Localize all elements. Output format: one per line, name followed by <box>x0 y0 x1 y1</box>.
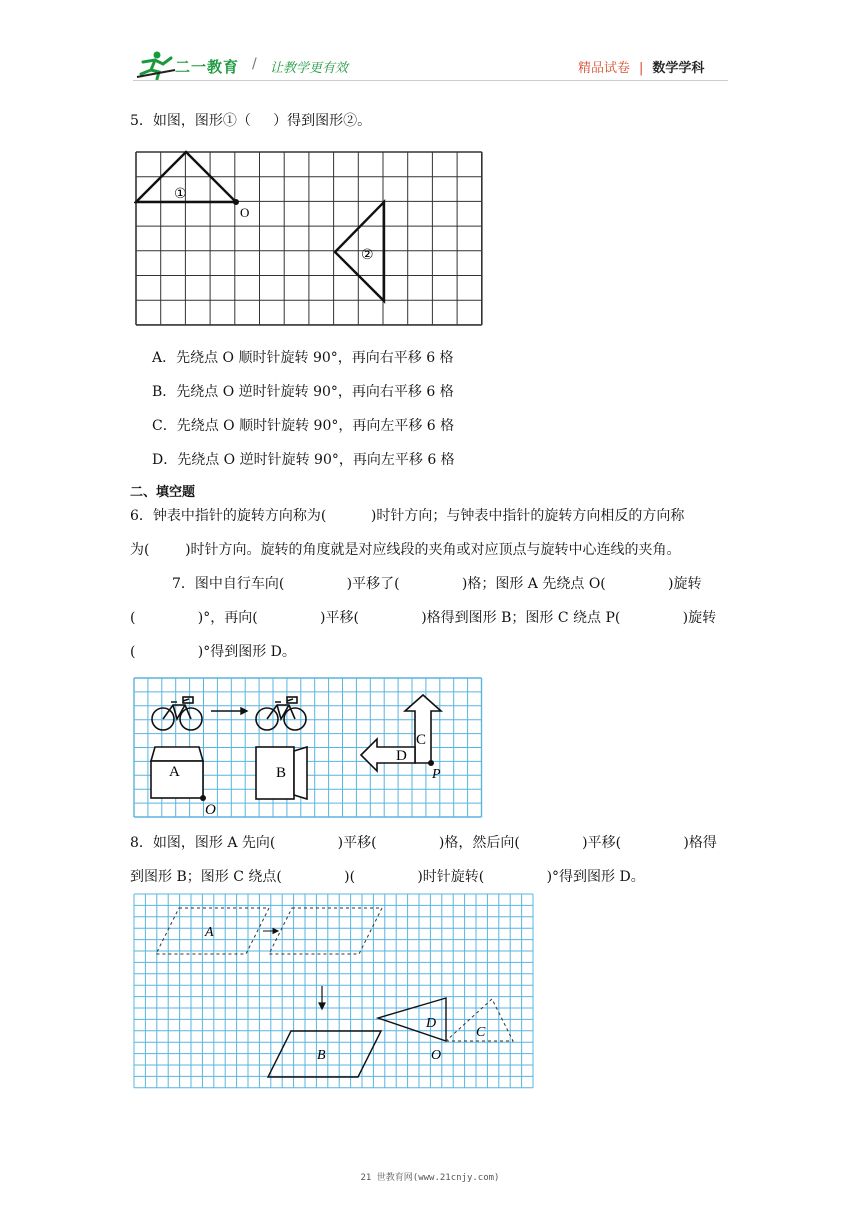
point-o-dot <box>200 795 206 801</box>
shape-d <box>361 739 415 771</box>
point-o-label: O <box>431 1048 442 1063</box>
translation-arrow-icon <box>211 708 247 714</box>
point-p-dot <box>428 760 434 766</box>
q7-line-1: 7．图中自行车向( )平移了( )格；图形 A 先绕点 O( )旋转 <box>172 576 702 592</box>
header-separator: | <box>639 61 644 76</box>
brand-name: 二一教育 <box>175 58 240 76</box>
header-slash: / <box>252 56 257 72</box>
q6-line-1: 6．钟表中指针的旋转方向称为( )时针方向；与钟表中指针的旋转方向相反的方向称 <box>130 508 685 524</box>
shape-c-label: C <box>416 732 427 748</box>
shape-a-label: A <box>205 925 214 940</box>
bicycle-1-icon <box>152 697 202 730</box>
header-divider <box>133 80 728 81</box>
shape-d-label: D <box>396 748 407 764</box>
q5-option-b: B．先绕点 O 逆时针旋转 90°，再向右平移 6 格 <box>152 384 454 400</box>
q5-stem: 5．如图，图形①（ ）得到图形②。 <box>130 113 372 129</box>
point-o-dot <box>233 199 239 205</box>
shape-2-triangle <box>335 202 384 301</box>
down-arrow-icon <box>319 986 325 1009</box>
shape-b-label: B <box>317 1048 326 1063</box>
header-right <box>578 57 704 76</box>
q8-grid <box>134 894 533 1088</box>
bicycle-2-icon <box>256 697 306 730</box>
q5-option-a: A．先绕点 O 顺时针旋转 90°，再向右平移 6 格 <box>152 350 454 366</box>
shape-2-label: ② <box>361 247 374 263</box>
shape-1-label: ① <box>174 186 187 202</box>
shape-a-label: A <box>169 764 180 780</box>
q7-line-3: ( )°得到图形 D。 <box>130 644 296 660</box>
section-title: 二、填空题 <box>130 485 196 500</box>
q8-figure <box>133 893 537 1093</box>
q6-line-2: 为( )时针方向。旋转的角度就是对应线段的夹角或对应顶点与旋转中心连线的夹角。 <box>130 542 681 558</box>
q5-option-c: C．先绕点 O 顺时针旋转 90°，再向左平移 6 格 <box>152 418 455 434</box>
footer: 21 世教育网(www.21cnjy.com) <box>360 1173 500 1183</box>
q8-line-1: 8．如图，图形 A 先向( )平移( )格，然后向( )平移( )格得 <box>130 835 717 851</box>
running-man-logo-icon <box>135 50 177 80</box>
q5-figure <box>134 150 486 330</box>
point-o-label: O <box>240 205 250 220</box>
point-p-label: P <box>432 767 441 782</box>
q7-line-2: ( )°，再向( )平移( )格得到图形 B；图形 C 绕点 P( )旋转 <box>130 610 717 626</box>
point-o-label: O <box>205 802 216 818</box>
shape-c-label: C <box>476 1025 486 1040</box>
shape-b-label: B <box>276 765 287 781</box>
shape-a-translated-dashed <box>269 908 382 954</box>
q5-option-d: D．先绕点 O 逆时针旋转 90°，再向左平移 6 格 <box>152 452 455 468</box>
q8-line-2: 到图形 B；图形 C 绕点( )( )时针旋转( )°得到图形 D。 <box>130 869 645 885</box>
q7-figure <box>133 677 485 819</box>
shape-d-label: D <box>426 1016 437 1031</box>
subject: 数学学科 <box>652 61 705 76</box>
tagline: 让教学更有效 <box>270 61 349 76</box>
paper-type: 精品试卷 <box>578 61 631 76</box>
q5-grid <box>136 152 482 325</box>
